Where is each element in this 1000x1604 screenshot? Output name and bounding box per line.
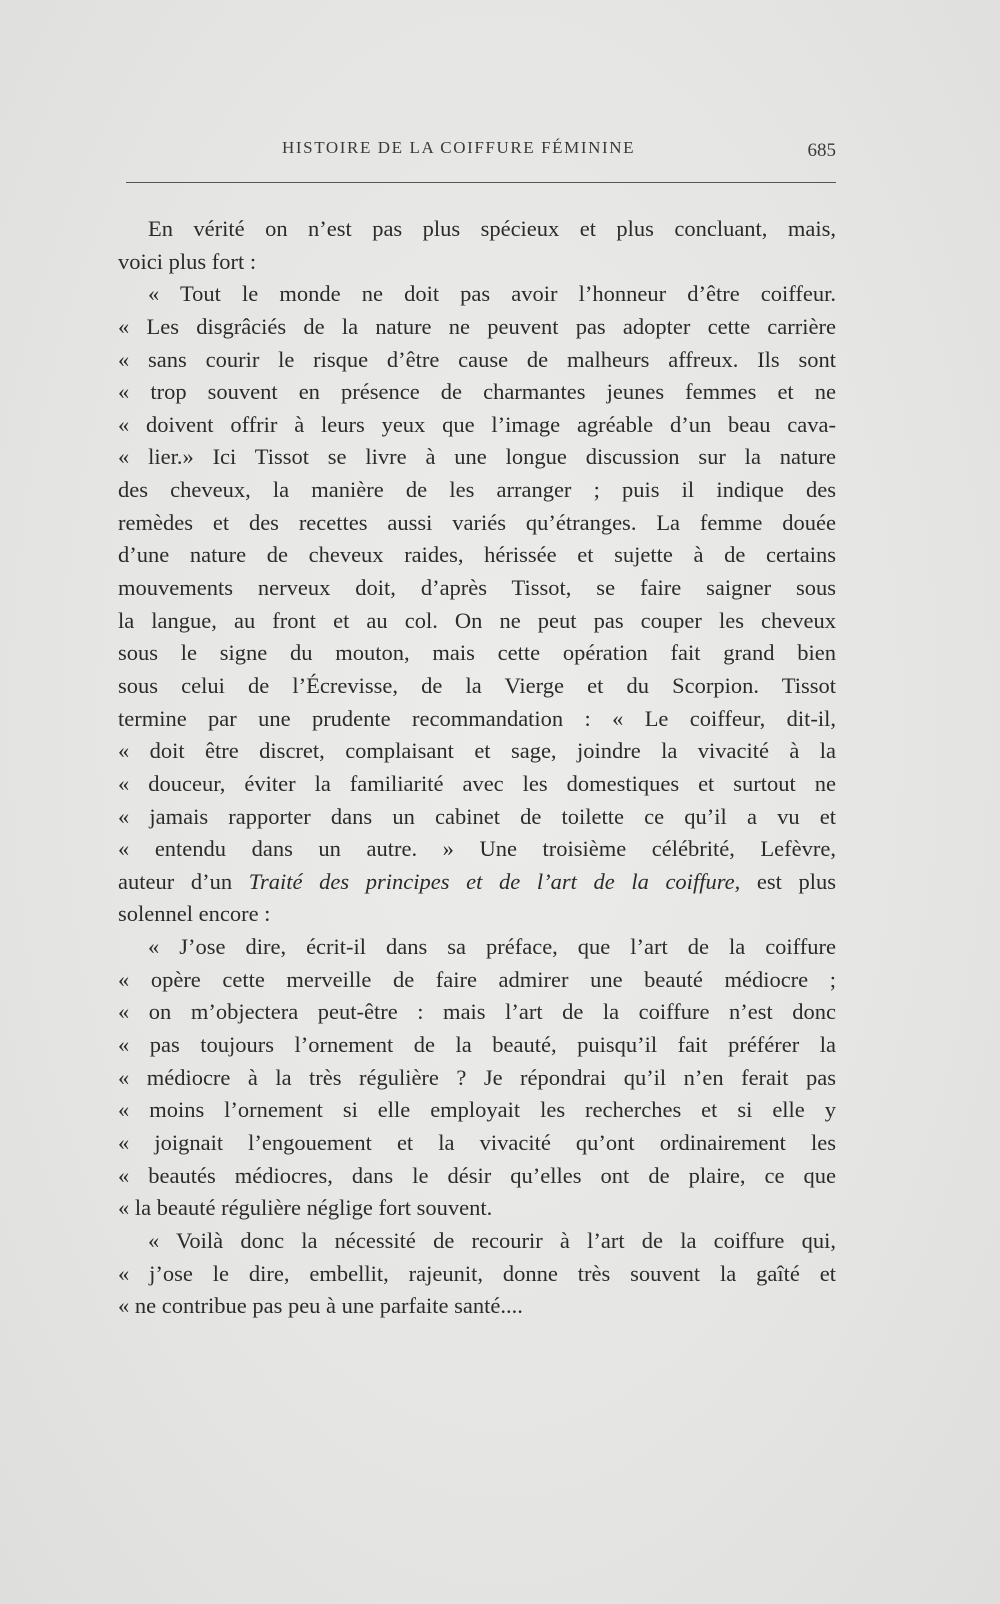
text-line: « moins l’ornement si elle employait les recherches et si elle y bbox=[118, 1097, 836, 1123]
text-line: « pas toujours l’ornement de la beauté, puisqu’il fait préférer la bbox=[118, 1032, 836, 1058]
text-line: « doivent offrir à leurs yeux que l’image agréable d’un beau cava- bbox=[118, 411, 836, 437]
book-title: Traité des principes et de l’art de la coiffure, bbox=[248, 868, 741, 894]
text-line: « j’ose le dire, embellit, rajeunit, donne très souvent la gaîté et bbox=[118, 1260, 836, 1286]
text-line: « entendu dans un autre. » Une troisième célébrité, Lefèvre, bbox=[118, 836, 836, 862]
text-line: sous celui de l’Écrevisse, de la Vierge et du Scorpion. Tissot bbox=[118, 672, 836, 698]
page-number: 685 bbox=[807, 140, 836, 161]
text-line: solennel encore : bbox=[118, 901, 271, 927]
text-line: « douceur, éviter la familiarité avec les domestiques et surtout ne bbox=[118, 770, 836, 796]
text-line: « joignait l’engouement et la vivacité qu’ont ordinairement les bbox=[118, 1129, 836, 1155]
text-line: des cheveux, la manière de les arranger ; puis il indique des bbox=[118, 477, 836, 503]
text-line: « beautés médiocres, dans le désir qu’elles ont de plaire, ce que bbox=[118, 1162, 836, 1188]
running-title: HISTOIRE DE LA COIFFURE FÉMININE bbox=[282, 138, 636, 157]
text-line: « on m’objectera peut-être : mais l’art de la coiffure n’est donc bbox=[118, 999, 836, 1025]
header-rule bbox=[126, 182, 836, 183]
text-line: « lier.» Ici Tissot se livre à une longue discussion sur la nature bbox=[118, 444, 836, 470]
text-line: « trop souvent en présence de charmantes jeunes femmes et ne bbox=[118, 379, 836, 405]
text-line: « opère cette merveille de faire admirer une beauté médiocre ; bbox=[118, 966, 836, 992]
text-line: d’une nature de cheveux raides, hérissée et sujette à de certains bbox=[118, 542, 836, 568]
text-line: « J’ose dire, écrit-il dans sa préface, que l’art de la coiffure bbox=[148, 934, 836, 960]
text-line: « sans courir le risque d’être cause de malheurs affreux. Ils sont bbox=[118, 346, 836, 372]
text-line: la langue, au front et au col. On ne peut pas couper les cheveux bbox=[118, 607, 836, 633]
text-line: sous le signe du mouton, mais cette opération fait grand bien bbox=[118, 640, 836, 666]
text-line: « ne contribue pas peu à une parfaite santé.... bbox=[118, 1293, 523, 1319]
text-line-book-title bbox=[118, 866, 836, 899]
text-line: « médiocre à la très régulière ? Je répondrai qu’il n’en ferait pas bbox=[118, 1064, 836, 1090]
text-line: voici plus fort : bbox=[118, 248, 257, 274]
text-line: « doit être discret, complaisant et sage, joindre la vivacité à la bbox=[118, 738, 836, 764]
body-text bbox=[118, 213, 836, 1323]
text-line: remèdes et des recettes aussi variés qu’étranges. La femme douée bbox=[118, 509, 836, 535]
text-line: « Voilà donc la nécessité de recourir à l’art de la coiffure qui, bbox=[148, 1227, 836, 1253]
text-line: mouvements nerveux doit, d’après Tissot, se faire saigner sous bbox=[118, 575, 836, 601]
text-line: « Tout le monde ne doit pas avoir l’honneur d’être coiffeur. bbox=[148, 281, 836, 307]
text-line: « Les disgrâciés de la nature ne peuvent pas adopter cette carrière bbox=[118, 313, 836, 339]
running-head bbox=[120, 138, 840, 162]
text-before-title: auteur d’un bbox=[118, 868, 249, 894]
text-after-title: est plus bbox=[740, 868, 836, 894]
text-line: termine par une prudente recommandation : « Le coiffeur, dit-il, bbox=[118, 705, 836, 731]
text-line: « jamais rapporter dans un cabinet de toilette ce qu’il a vu et bbox=[118, 803, 836, 829]
text-line: En vérité on n’est pas plus spécieux et plus concluant, mais, bbox=[148, 216, 836, 241]
text-line: « la beauté régulière néglige fort souvent. bbox=[118, 1195, 493, 1221]
